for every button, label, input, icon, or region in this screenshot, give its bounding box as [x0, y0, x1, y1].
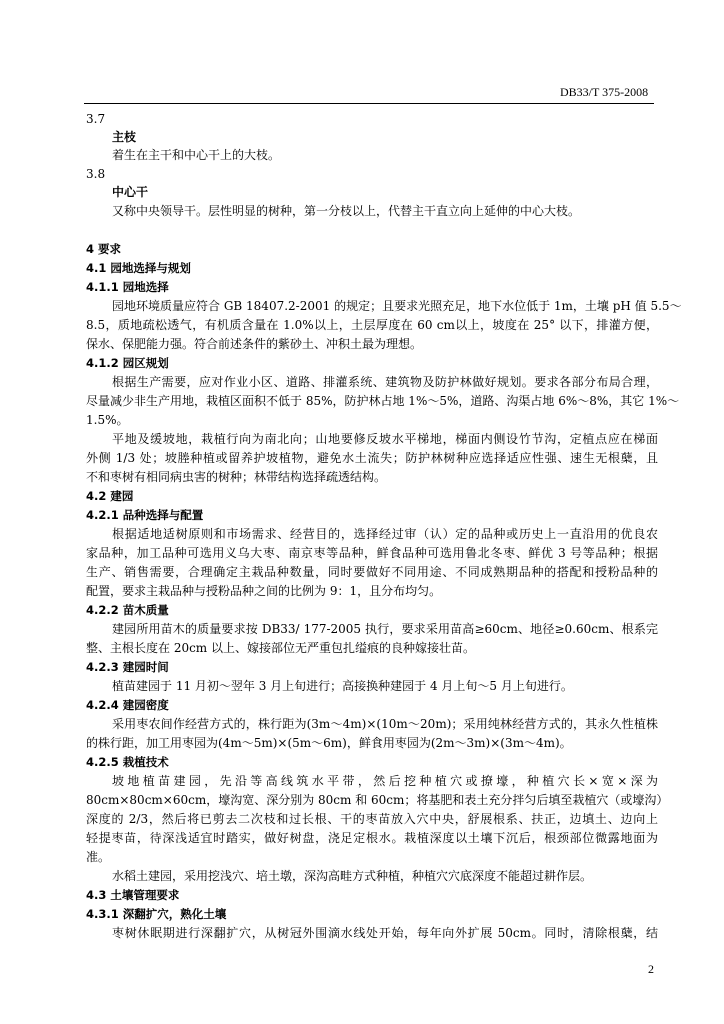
- paragraph-line: 80cm×80cm×60cm，壕沟宽、深分别为 80cm 和 60cm；将基肥和表土充分拌匀后填至栽植穴（或壕沟）: [86, 793, 669, 807]
- section-heading: 4 要求: [86, 242, 122, 256]
- term-definition: 着生在主干和中心干上的大枝。: [112, 148, 281, 162]
- paragraph-line: 采用枣农间作经营方式的，株行距为(3m～4m)×(10m～20m)；采用纯林经营方式的，其永久性植株: [112, 717, 658, 731]
- paragraph-line: 根据生产需要，应对作业小区、道路、排灌系统、建筑物及防护林做好规划。要求各部分布局合理，: [112, 375, 658, 389]
- paragraph-line: 根据适地适树原则和市场需求、经营目的，选择经过审（认）定的品种或历史上一直沿用的优良农: [112, 527, 658, 541]
- clause-number: 3.7: [86, 112, 106, 126]
- section-heading: 4.2.2 苗木质量: [86, 603, 169, 617]
- paragraph-line: 坡地植苗建园，先沿等高线筑水平带，然后挖种植穴或撩壕，种植穴长×宽×深为: [112, 774, 658, 788]
- paragraph-line: 生产、销售需要，合理确定主栽品种数量，同时要做好不同用途、不同成熟期品种的搭配和授粉品种的: [86, 565, 658, 579]
- paragraph-line: 保水、保肥能力强。符合前述条件的紫砂土、冲积土最为理想。: [86, 337, 423, 351]
- paragraph-line: 尽量减少非生产用地，栽植区面积不低于 85%，防护林占地 1%～5%，道路、沟渠占地 6%～8%，其它 1%～: [86, 394, 680, 408]
- section-heading: 4.1 园地选择与规划: [86, 261, 191, 275]
- section-heading: 4.2.4 建园密度: [86, 698, 169, 712]
- section-heading: 4.2.5 栽植技术: [86, 755, 169, 769]
- section-heading: 4.3 土壤管理要求: [86, 888, 180, 902]
- page-number: 2: [648, 962, 654, 976]
- paragraph-line: 不和枣树有相同病虫害的树种；林带结构选择疏透结构。: [86, 470, 387, 484]
- section-heading: 4.2.1 品种选择与配置: [86, 508, 204, 522]
- section-heading: 4.1.1 园地选择: [86, 280, 169, 294]
- paragraph-line: 外侧 1/3 处；坡塍种植或留养护坡植物，避免水土流失；防护林树种应选择适应性强、速生无根蘖，且: [86, 451, 658, 465]
- paragraph-line: 准。: [86, 850, 111, 864]
- paragraph-line: 植苗建园于 11 月初～翌年 3 月上旬进行；高接换种建园于 4 月上旬～5 月上旬进行。: [112, 679, 573, 693]
- section-heading: 4.3.1 深翻扩穴，熟化土壤: [86, 907, 227, 921]
- paragraph-line: 1.5%。: [86, 413, 129, 427]
- paragraph-line: 8.5，质地疏松透气，有机质含量在 1.0%以上，土层厚度在 60 cm以上，坡度在 25° 以下，排灌方便，: [86, 318, 658, 332]
- paragraph-line: 配置，要求主栽品种与授粉品种之间的比例为 9：1，且分布均匀。: [86, 584, 442, 598]
- paragraph-line: 建园所用苗木的质量要求按 DB33/ 177-2005 执行，要求采用苗高≥60cm、地径≥0.60cm、根系完: [112, 622, 658, 636]
- section-heading: 4.2 建园: [86, 489, 134, 503]
- paragraph-line: 整、主根长度在 20cm 以上、嫁接部位无严重包扎缢痕的良种嫁接壮苗。: [86, 641, 476, 655]
- section-heading: 4.2.3 建园时间: [86, 660, 169, 674]
- clause-number: 3.8: [86, 167, 106, 181]
- paragraph-line: 的株行距，加工用枣园为(4m～5m)×(5m～6m)，鲜食用枣园为(2m～3m)×(3m～4m)。: [86, 736, 572, 750]
- section-heading: 4.1.2 园区规划: [86, 356, 169, 370]
- paragraph-line: 平地及缓坡地，栽植行向为南北向；山地要修反坡水平梯地，梯面内侧设竹节沟，定植点应在梯面: [112, 432, 658, 446]
- term-title: 主枝: [112, 130, 137, 144]
- term-definition: 又称中央领导干。层性明显的树种，第一分枝以上，代替主干直立向上延伸的中心大枝。: [112, 204, 581, 218]
- paragraph-line: 家品种，加工品种可选用义乌大枣、南京枣等品种，鲜食品种可选用鲁北冬枣、鲜优 3 号等品种；根据: [86, 546, 658, 560]
- paragraph-line: 园地环境质量应符合 GB 18407.2-2001 的规定；且要求光照充足，地下水位低于 1m，土壤 pH 值 5.5～: [112, 299, 682, 313]
- header-rule: [84, 103, 654, 104]
- paragraph-line: 轻提枣苗，待深浅适宜时踏实，做好树盘，浇足定根水。栽植深度以土壤下沉后，根颈部位微露地面为: [86, 831, 658, 845]
- term-title: 中心干: [112, 185, 149, 199]
- paragraph-line: 枣树休眠期进行深翻扩穴，从树冠外围滴水线处开始，每年向外扩展 50cm。同时，清除根蘖，结: [112, 926, 658, 940]
- standard-number: DB33/T 375-2008: [560, 85, 649, 99]
- paragraph-line: 深度的 2/3，然后将已剪去二次枝和过长根、干的枣苗放入穴中央，舒展根系、扶正，边填土、边向上: [86, 812, 658, 826]
- paragraph-line: 水稻土建园，采用挖浅穴、培土墩，深沟高畦方式种植，种植穴穴底深度不能超过耕作层。: [112, 869, 593, 883]
